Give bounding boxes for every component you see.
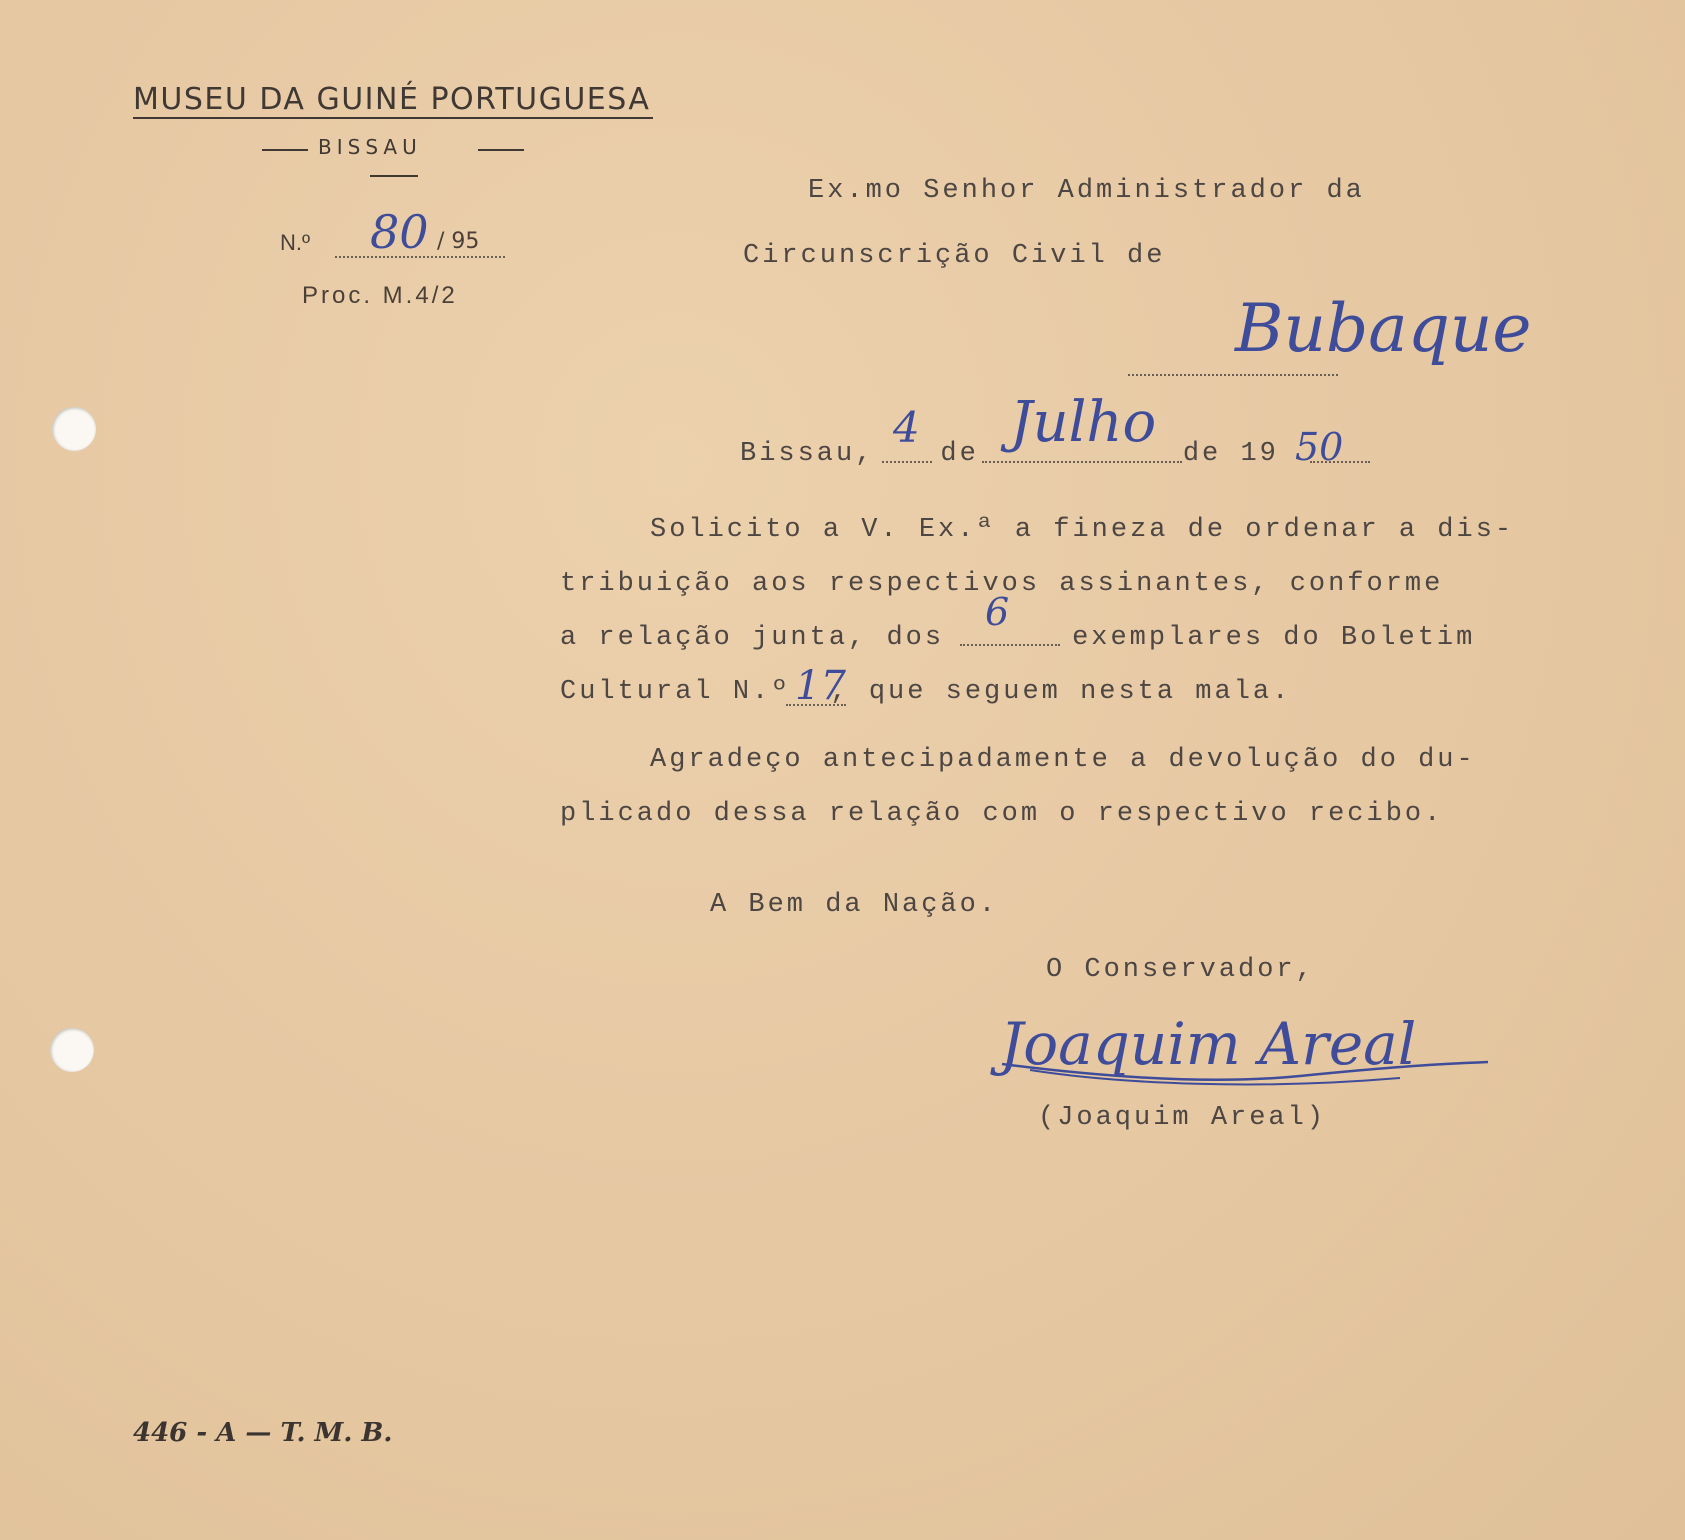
body-paragraph-1 [560,503,1520,719]
date-sep-2: de [1182,439,1222,469]
handwritten-signature: Joaquim Areal [1000,1010,1417,1078]
process-reference: Proc. M.4/2 [302,282,458,309]
date-year-handwritten: 50 [1295,425,1344,469]
body-line: Agradeço antecipadamente a devolução do du- [650,745,1476,775]
institution-city: BISSAU [318,135,422,159]
date-city: Bissau, [740,439,875,469]
addressee-place-handwritten: Bubaque [1235,290,1532,367]
copies-dotted-line [960,644,1060,646]
body-paragraph-2 [560,733,1520,841]
signatory-name: (Joaquim Areal) [1038,1103,1327,1133]
city-rule-right [478,149,524,151]
date-month-dotted-line [982,461,1182,463]
body-text: , que seguem nesta mala. [830,677,1292,707]
institution-name: MUSEU DA GUINÉ PORTUGUESA [133,82,651,117]
addressee-line-1: Ex.mo Senhor Administrador da [808,176,1365,206]
signature-flourish [1000,1006,1500,1106]
city-rule-left [262,149,308,151]
date-day-handwritten: 4 [893,403,920,452]
body-text: exemplares do Boletim [1072,623,1476,653]
addressee-line-2: Circunscrição Civil de [743,241,1166,271]
city-underline [370,175,418,177]
form-code: 446 - A — T. M. B. [133,1418,393,1448]
date-month-handwritten: Julho [1010,390,1157,455]
addressee-place-dotted-line [1128,374,1338,376]
issue-number-handwritten: 17 [795,663,846,709]
punch-hole-top [52,407,96,451]
body-line [560,665,1520,719]
body-line: plicado dessa relação com o respectivo recibo. [560,799,1444,829]
reference-number-handwritten: 80 [370,205,429,259]
reference-number-year: / 95 [437,229,480,254]
body-text: Cultural N.º [560,677,791,707]
body-line: Solicito a V. Ex.ª a fineza de ordenar a dis- [650,515,1515,545]
date-sep-1: de [940,439,979,469]
header-rule [133,117,653,119]
body-line [560,611,1520,665]
reference-number-label: N.º [280,230,311,255]
salutation: A Bem da Nação. [710,890,999,920]
copies-count-handwritten: 6 [985,590,1010,634]
signatory-role: O Conservador, [1046,955,1315,985]
body-text: a relação junta, dos [560,623,945,653]
punch-hole-bottom [50,1028,94,1072]
body-line: tribuição aos respectivos assinantes, conforme [560,569,1444,599]
date-year-prefix: 19 [1240,439,1279,469]
date-day-dotted-line [882,461,932,463]
